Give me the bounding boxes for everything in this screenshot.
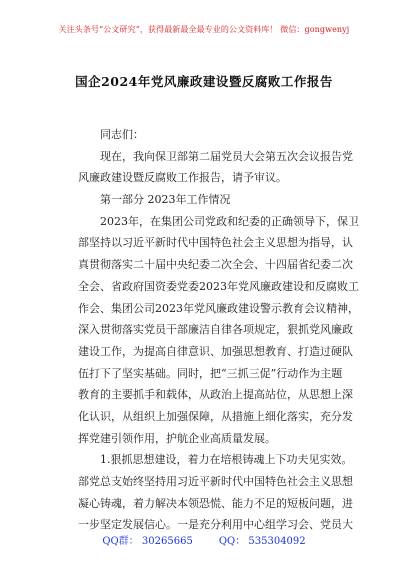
subsection-heading: 1.狠抓思想建设，着力在培根铸魂上下功夫见实效。: [100, 453, 353, 467]
footer-contact: [0, 532, 408, 547]
paragraph-line: 作会、集团公司2023年党风廉政建设警示教育会议精神，: [78, 301, 359, 315]
paragraph-line: 化认识，从组织上加强保障，从措施上细化落实，充分发: [78, 409, 353, 423]
document-body: [78, 124, 368, 536]
document-title: 国企2024年党风廉政建设暨反腐败工作报告: [75, 74, 333, 89]
paragraph-line: 真贯彻落实二十届中央纪委二次全会、十四届省纪委二次: [78, 258, 353, 272]
salutation: 同志们：: [100, 128, 144, 141]
paragraph-line: 教育的主要抓手和载体，从政治上提高站位，从思想上深: [78, 388, 353, 402]
paragraph-line: 风廉政建设暨反腐败工作报告，请予审议。: [78, 171, 287, 185]
paragraph-line: 部坚持以习近平新时代中国特色社会主义思想为指导，认: [78, 236, 353, 250]
header-notice: 关注头条号“公文研究”，获得最新最全最专业的公文资料库！ 微信：gongwenyj: [58, 25, 350, 34]
paragraph-line: 凝心铸魂，着力解决本领恐慌、能力不足的短板问题，进: [78, 496, 353, 510]
paragraph-line: 伍打下了坚实基础。同时，把“三抓三促”行动作为主题: [78, 366, 343, 380]
paragraph-line: 一步坚定发展信心。一是充分利用中心组学习会、党员大: [78, 518, 353, 532]
paragraph-line: 现在，我向保卫部第二届党员大会第五次会议报告党: [100, 149, 353, 163]
paragraph-line: 部党总支始终坚持用习近平新时代中国特色社会主义思想: [78, 475, 353, 488]
paragraph-line: 挥党建引领作用，护航企业高质量发展。: [78, 431, 276, 445]
section-heading: 第一部分 2023年工作情况: [100, 193, 231, 207]
paragraph-line: 深入贯彻落实党员干部廉洁自律各项规定，狠抓党风廉政: [78, 323, 353, 337]
paragraph-line: 全会、省政府国资委党委2023年党风廉政建设和反腐败工: [78, 279, 359, 293]
paragraph-line: 建设工作，为提高自律意识、加强思想教育、打造过硬队: [78, 344, 353, 358]
paragraph-line: 2023年，在集团公司党政和纪委的正确领导下，保卫: [100, 214, 359, 228]
qq-group-number: QQ群： 30265665: [102, 536, 193, 547]
qq-number: QQ： 535304092: [218, 536, 306, 547]
